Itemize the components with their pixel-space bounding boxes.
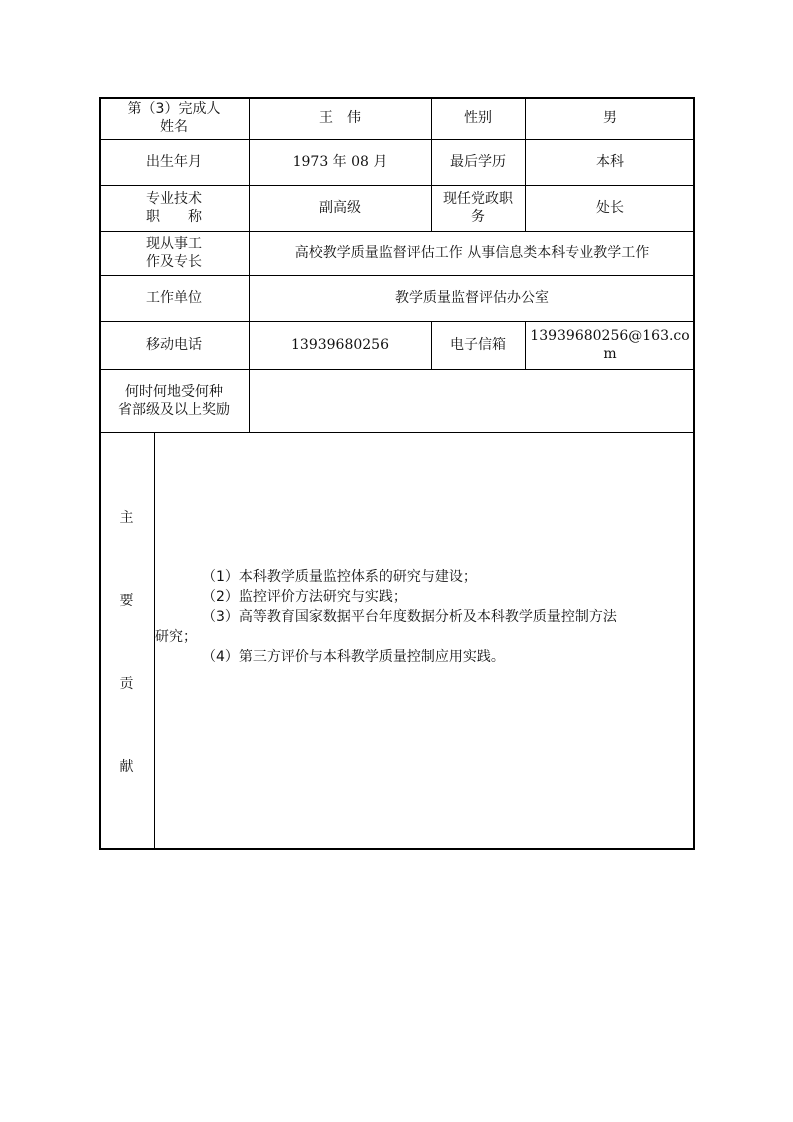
row-divider (99, 432, 695, 433)
mobile-value: 13939680256 (291, 337, 389, 353)
gender-value: 男 (603, 110, 617, 126)
label-line: 姓名 (160, 119, 188, 135)
party-post-label (431, 185, 525, 231)
label-line: 第（3）完成人 (127, 101, 221, 117)
email-value (525, 321, 695, 369)
contribution-item: （3）高等教育国家数据平台年度数据分析及本科教学质量控制方法 (202, 609, 617, 625)
main-contributions-label (99, 509, 154, 789)
label-line: 专业技术 (146, 191, 202, 207)
current-work-label (99, 231, 249, 275)
main-contributions-text (155, 567, 690, 667)
contribution-item: 研究； (155, 629, 197, 645)
awards-label (99, 369, 249, 432)
name-value: 王 伟 (319, 110, 361, 126)
email-line: m (603, 346, 617, 362)
label-char: 献 (119, 759, 134, 775)
education-label: 最后学历 (450, 154, 506, 170)
contribution-item: （2）监控评价方法研究与实践； (202, 589, 407, 605)
education-value: 本科 (596, 154, 624, 170)
work-unit-value: 教学质量监督评估办公室 (395, 290, 549, 306)
professional-title-label (99, 185, 249, 231)
mobile-label: 移动电话 (146, 337, 202, 353)
contribution-item: （4）第三方评价与本科教学质量控制应用实践。 (202, 649, 505, 665)
label-char: 贡 (119, 676, 134, 692)
current-work-value: 高校教学质量监督评估工作 从事信息类本科专业教学工作 (294, 245, 650, 261)
label-char: 主 (119, 510, 134, 526)
contribution-item: （1）本科教学质量监控体系的研究与建设； (202, 569, 477, 585)
label-line: 何时何地受何种 (125, 383, 223, 400)
completer-name-label (99, 97, 249, 139)
birth-label: 出生年月 (146, 154, 202, 170)
label-line: 作及专长 (146, 254, 202, 270)
gender-label: 性别 (464, 110, 492, 126)
birth-value: 1973 年 08 月 (292, 154, 388, 170)
email-line: 13939680256@163.co (530, 328, 690, 344)
work-unit-label: 工作单位 (146, 290, 202, 306)
label-line: 职 称 (146, 209, 202, 225)
label-line: 现从事工 (146, 236, 202, 252)
party-post-value: 处长 (596, 200, 624, 216)
label-line: 省部级及以上奖励 (118, 401, 230, 418)
professional-title-value: 副高级 (319, 200, 361, 216)
label-line: 务 (471, 209, 485, 225)
email-label: 电子信箱 (450, 337, 506, 353)
awards-value (249, 369, 695, 432)
label-char: 要 (119, 593, 134, 609)
label-line: 现任党政职 (443, 191, 513, 207)
